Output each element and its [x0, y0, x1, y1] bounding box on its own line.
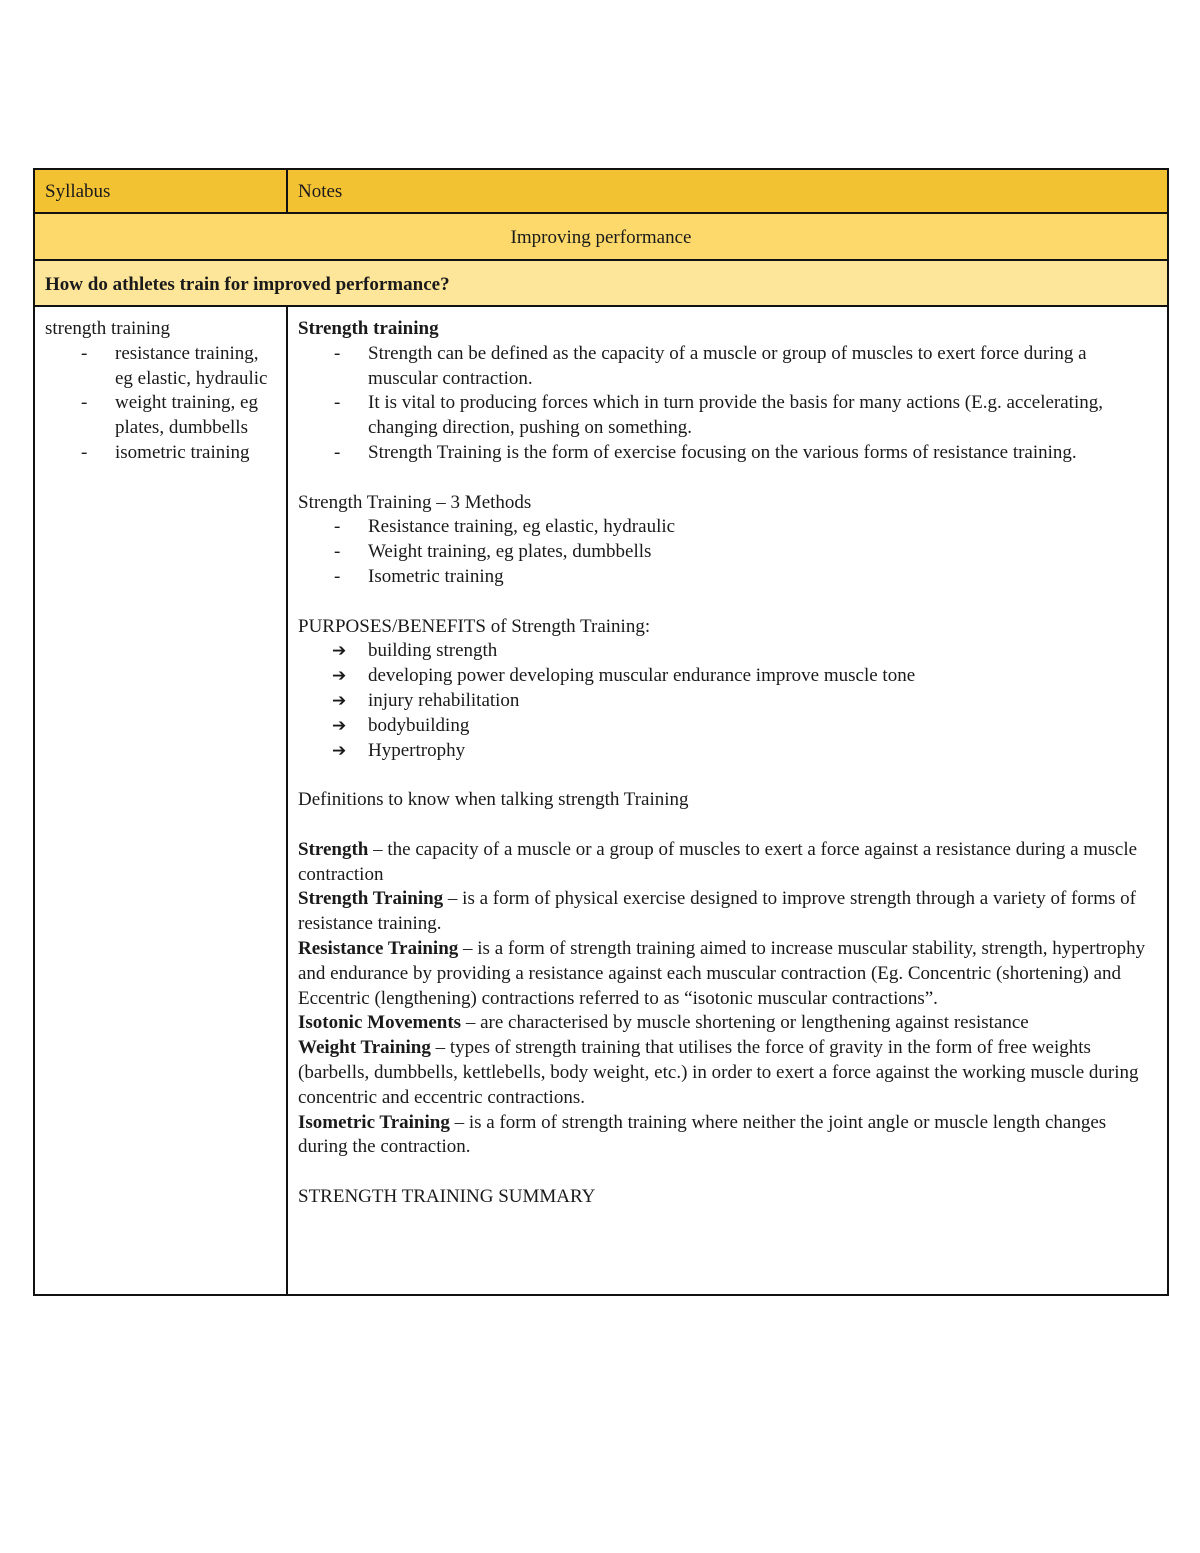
- section-row: [34, 213, 1168, 260]
- arrow-bullet-icon: ➔: [332, 690, 347, 711]
- purposes-list: [298, 639, 1157, 763]
- list-item: [45, 441, 276, 466]
- syllabus-notes-table: [33, 168, 1169, 1296]
- strength-points-list: [298, 342, 1157, 466]
- purpose-item: building strength: [368, 640, 498, 662]
- syllabus-item: isometric training: [115, 441, 250, 463]
- arrow-bullet-icon: ➔: [332, 740, 347, 761]
- dash-bullet: -: [334, 516, 341, 538]
- dash-bullet: -: [334, 392, 341, 414]
- definition-term: Weight Training: [298, 1037, 431, 1059]
- summary-heading: STRENGTH TRAINING SUMMARY: [298, 1185, 596, 1207]
- definitions-intro: Definitions to know when talking strength Training: [298, 789, 689, 811]
- definition: [298, 1111, 1157, 1161]
- arrow-bullet-icon: ➔: [332, 641, 347, 662]
- definition-term: Strength Training: [298, 888, 444, 910]
- syllabus-column-header: Syllabus: [34, 169, 287, 213]
- definition-term: Isometric Training: [298, 1111, 450, 1133]
- list-item: [298, 342, 1157, 392]
- notes-column-header: Notes: [287, 169, 1168, 213]
- list-item: [45, 391, 276, 441]
- header-row: [34, 169, 1168, 213]
- list-item: [298, 515, 1157, 540]
- method-item: Resistance training, eg elastic, hydraulic: [368, 516, 676, 538]
- purposes-heading: PURPOSES/BENEFITS of Strength Training:: [298, 615, 651, 637]
- list-item: [298, 714, 1157, 739]
- definition: [298, 838, 1157, 888]
- dash-bullet: -: [334, 565, 341, 587]
- definition: [298, 1011, 1157, 1036]
- list-item: [298, 441, 1157, 466]
- definition-text: – is a form of strength training where neither the joint angle or muscle length changes during the contraction.: [298, 1111, 1107, 1158]
- list-item: [298, 739, 1157, 764]
- syllabus-item: resistance training, eg elastic, hydraulic: [115, 342, 268, 389]
- syllabus-cell: [34, 306, 287, 1295]
- arrow-bullet-icon: ➔: [332, 715, 347, 736]
- purpose-item: developing power developing muscular endurance improve muscle tone: [368, 665, 916, 687]
- dash-bullet: -: [81, 392, 88, 414]
- syllabus-topic: strength training: [45, 318, 171, 339]
- dash-bullet: -: [334, 541, 341, 563]
- definition-text: – is a form of physical exercise designed to improve strength through a variety of forms of resistance training.: [298, 888, 1136, 935]
- list-item: [298, 391, 1157, 441]
- purpose-item: injury rehabilitation: [368, 689, 520, 711]
- definition-term: Resistance Training: [298, 937, 459, 959]
- strength-point: Strength Training is the form of exercise focusing on the various forms of resistance training.: [368, 441, 1077, 463]
- purpose-item: bodybuilding: [368, 714, 470, 736]
- definition-text: – is a form of strength training aimed to increase muscular stability, strength, hypertrophy and endurance by providing a resistance against each muscular contraction (Eg. Concentric (shortening) and Eccentric (lengthening) contractions referred to as “isotonic muscular contractions”.: [298, 937, 1146, 1009]
- section-title: Improving performance: [34, 213, 1168, 260]
- dash-bullet: -: [334, 441, 341, 463]
- dash-bullet: -: [81, 342, 88, 364]
- strength-point: It is vital to producing forces which in turn provide the basis for many actions (E.g. accelerating, changing direction, pushing on something.: [368, 392, 1103, 439]
- strength-point: Strength can be defined as the capacity of a muscle or group of muscles to exert force during a muscular contraction.: [368, 342, 1087, 389]
- definition-term: Isotonic Movements: [298, 1012, 462, 1034]
- purpose-item: Hypertrophy: [368, 739, 466, 761]
- syllabus-item: weight training, eg plates, dumbbells: [115, 392, 258, 439]
- dash-bullet: -: [334, 342, 341, 364]
- method-item: Isometric training: [368, 565, 504, 587]
- definition-text: – the capacity of a muscle or a group of muscles to exert a force against a resistance during a muscle contraction: [298, 838, 1138, 885]
- definition: [298, 1036, 1157, 1110]
- method-item: Weight training, eg plates, dumbbells: [368, 541, 652, 563]
- syllabus-list: [45, 342, 276, 466]
- definition-term: Strength: [298, 838, 369, 860]
- dash-bullet: -: [81, 441, 88, 463]
- methods-list: [298, 515, 1157, 589]
- definition-text: – types of strength training that utilises the force of gravity in the form of free weights (barbells, dumbbells, kettlebells, body weight, etc.) in order to exert a force against the working muscle during concentric and eccentric contractions.: [298, 1037, 1139, 1108]
- list-item: [298, 565, 1157, 590]
- methods-heading: Strength Training – 3 Methods: [298, 491, 532, 513]
- list-item: [298, 689, 1157, 714]
- notes-cell: [287, 306, 1168, 1295]
- list-item: [298, 639, 1157, 664]
- list-item: [298, 540, 1157, 565]
- strength-heading: Strength training: [298, 318, 439, 339]
- content-row: [34, 306, 1168, 1295]
- definition-text: – are characterised by muscle shortening or lengthening against resistance: [461, 1012, 1029, 1034]
- definition: [298, 887, 1157, 937]
- question-row: [34, 260, 1168, 306]
- list-item: [45, 342, 276, 392]
- inquiry-question: How do athletes train for improved performance?: [34, 260, 1168, 306]
- definition: [298, 937, 1157, 1011]
- list-item: [298, 664, 1157, 689]
- arrow-bullet-icon: ➔: [332, 666, 347, 687]
